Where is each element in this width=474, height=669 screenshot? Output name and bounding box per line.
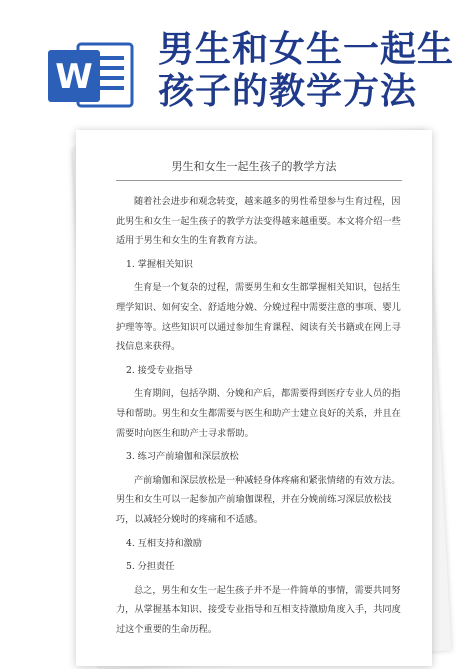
section-heading: 5. 分担责任: [126, 561, 175, 573]
section-heading: 3. 练习产前瑜伽和深层放松: [126, 451, 239, 463]
paragraph: 产前瑜伽和深层放松是一种减轻身体疼痛和紧张情绪的有效方法。男生和女生可以一起参加产前瑜伽课程，并在分娩前练习深层放松技巧，以减轻分娩时的疼痛和不适感。: [116, 474, 401, 525]
section-heading: 4. 互相支持和激励: [126, 537, 202, 549]
banner-title: [158, 28, 458, 112]
section-heading: 1. 掌握相关知识: [126, 258, 193, 270]
title-divider: [116, 180, 402, 181]
logo-letter: W: [55, 57, 93, 97]
document-title: 男生和女生一起生孩子的教学方法: [171, 160, 337, 173]
paragraph: 随着社会进步和观念转变，越来越多的男性希望参与生育过程，因此男生和女生一起生孩子的教学方法变得越来越重要。本文将介绍一些适用于男生和女生的生育教育方法。: [116, 196, 401, 247]
word-logo-icon: [48, 38, 134, 112]
document-body: [116, 192, 404, 643]
banner: [0, 0, 474, 120]
paragraph: 总之，男生和女生一起生孩子并不是一件简单的事情，需要共同努力，从掌握基本知识、接受专业指导和互相支持激励角度入手，共同度过这个重要的生命历程。: [116, 584, 401, 635]
paragraph: 生育期间，包括孕期、分娩和产后，都需要得到医疗专业人员的指导和帮助。男生和女生都需要与医生和助产士建立良好的关系，并且在需要时向医生和助产士寻求帮助。: [116, 388, 401, 439]
document-page: [76, 130, 432, 666]
banner-title-line-2: 孩子的教学方法: [158, 70, 418, 112]
section-heading: 2. 接受专业指导: [126, 364, 193, 376]
paragraph: 生育是一个复杂的过程，需要男生和女生都掌握相关知识，包括生理学知识、如何安全、舒适地分娩、分娩过程中需要注意的事项、婴儿护理等等。这些知识可以通过参加生育课程、阅读有关书籍或在网上寻找信息来获得。: [116, 282, 401, 353]
banner-title-line-1: 男生和女生一起生: [158, 28, 455, 70]
